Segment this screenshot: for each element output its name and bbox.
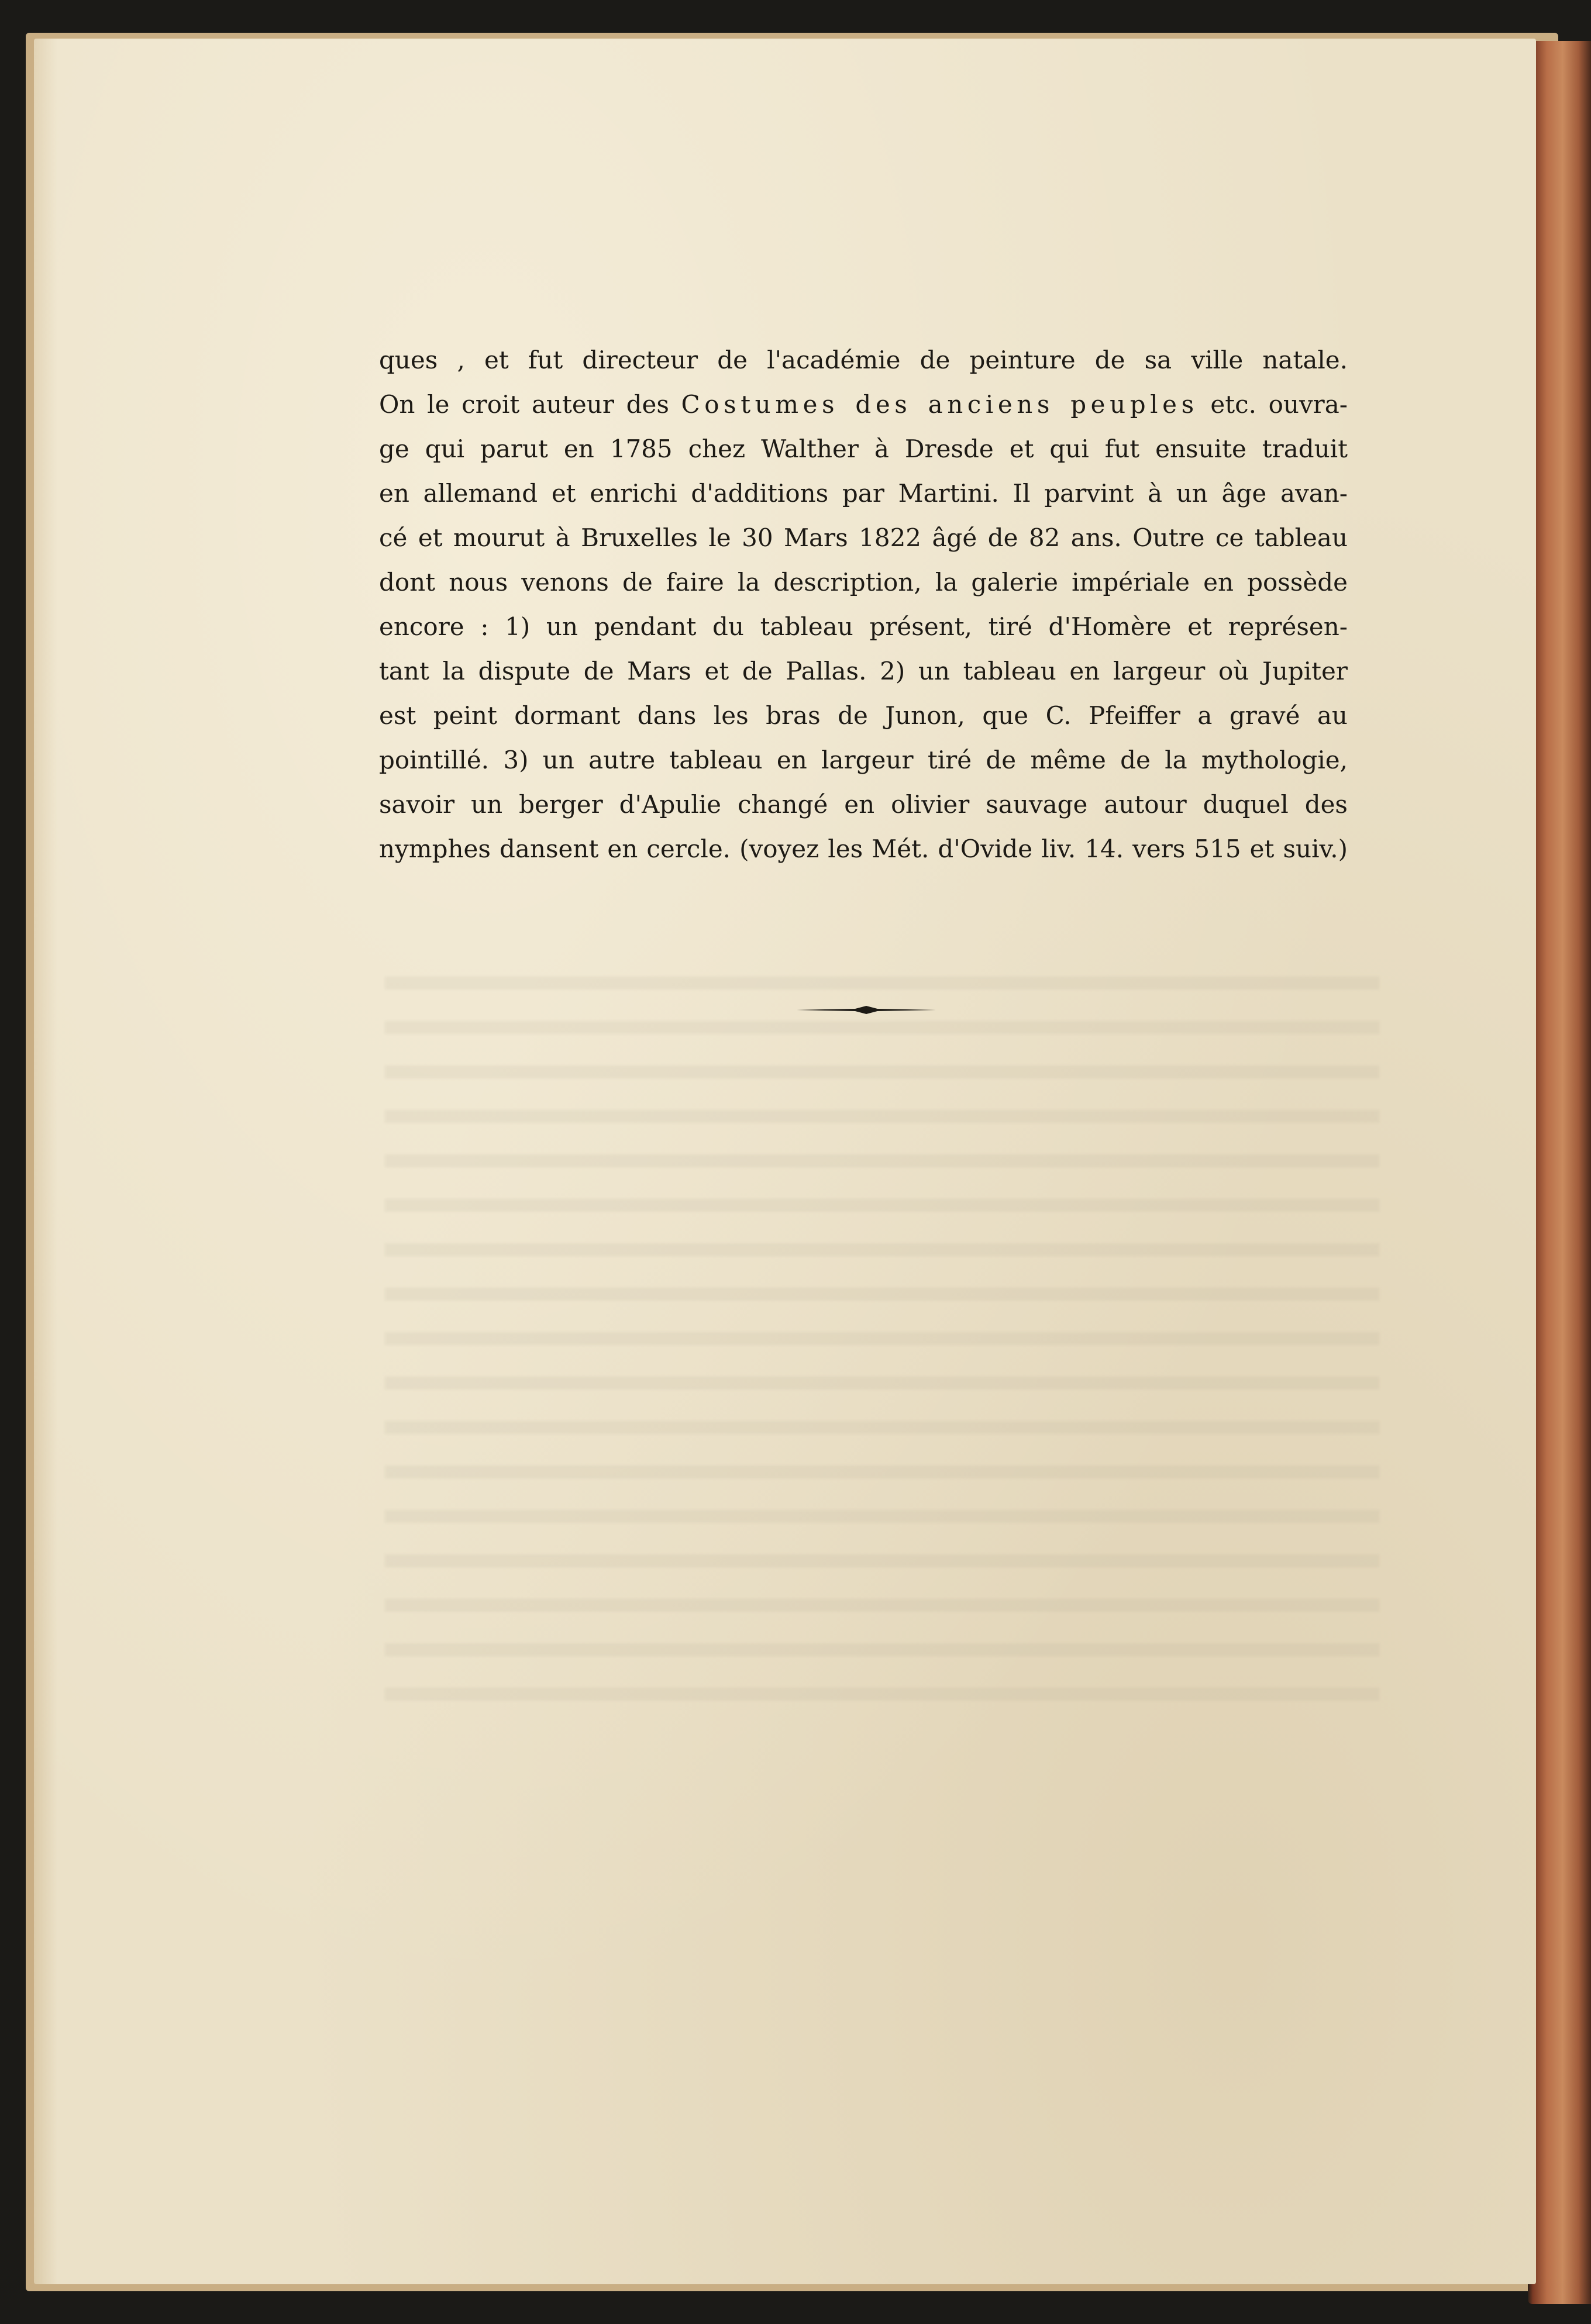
- text-line-2-after: etc. ouvra-: [1198, 390, 1348, 419]
- text-line-8: tant la dispute de Mars et de Pallas. 2) un tableau en largeur où Jupiter: [379, 657, 1348, 685]
- text-line-9: est peint dormant dans les bras de Junon, que C. Pfeiffer a gravé au: [379, 701, 1348, 730]
- text-line-7: encore : 1) un pendant du tableau présent, tiré d'Homère et représen-: [379, 612, 1348, 641]
- text-line-2-before: On le croit auteur des: [379, 390, 681, 419]
- text-line-6: dont nous venons de faire la description, la galerie impériale en possède: [379, 568, 1348, 596]
- text-line-10: pointillé. 3) un autre tableau en largeur tiré de même de la mythologie,: [379, 746, 1348, 774]
- body-text: [379, 338, 1348, 871]
- text-line-5: cé et mourut à Bruxelles le 30 Mars 1822 âgé de 82 ans. Outre ce tableau: [379, 523, 1348, 552]
- text-line-12: nymphes dansent en cercle. (voyez les Mét. d'Ovide liv. 14. vers 515 et suiv.): [379, 835, 1348, 863]
- text-line-4: en allemand et enrichi d'additions par Martini. Il parvint à un âge avan-: [379, 479, 1348, 508]
- text-line-2: [379, 382, 1348, 427]
- text-line-11: savoir un berger d'Apulie changé en olivier sauvage autour duquel des: [379, 790, 1348, 819]
- text-line-1: ques , et fut directeur de l'académie de peinture de sa ville natale.: [379, 346, 1348, 374]
- text-line-3: ge qui parut en 1785 chez Walther à Dresde et qui fut ensuite traduit: [379, 435, 1348, 463]
- book-spine-edge: [1528, 41, 1591, 2304]
- show-through-text: [385, 951, 1379, 1723]
- book-title-spaced: Costumes des anciens peuples: [681, 390, 1199, 419]
- tapered-rule-ornament-icon: [797, 1005, 936, 1015]
